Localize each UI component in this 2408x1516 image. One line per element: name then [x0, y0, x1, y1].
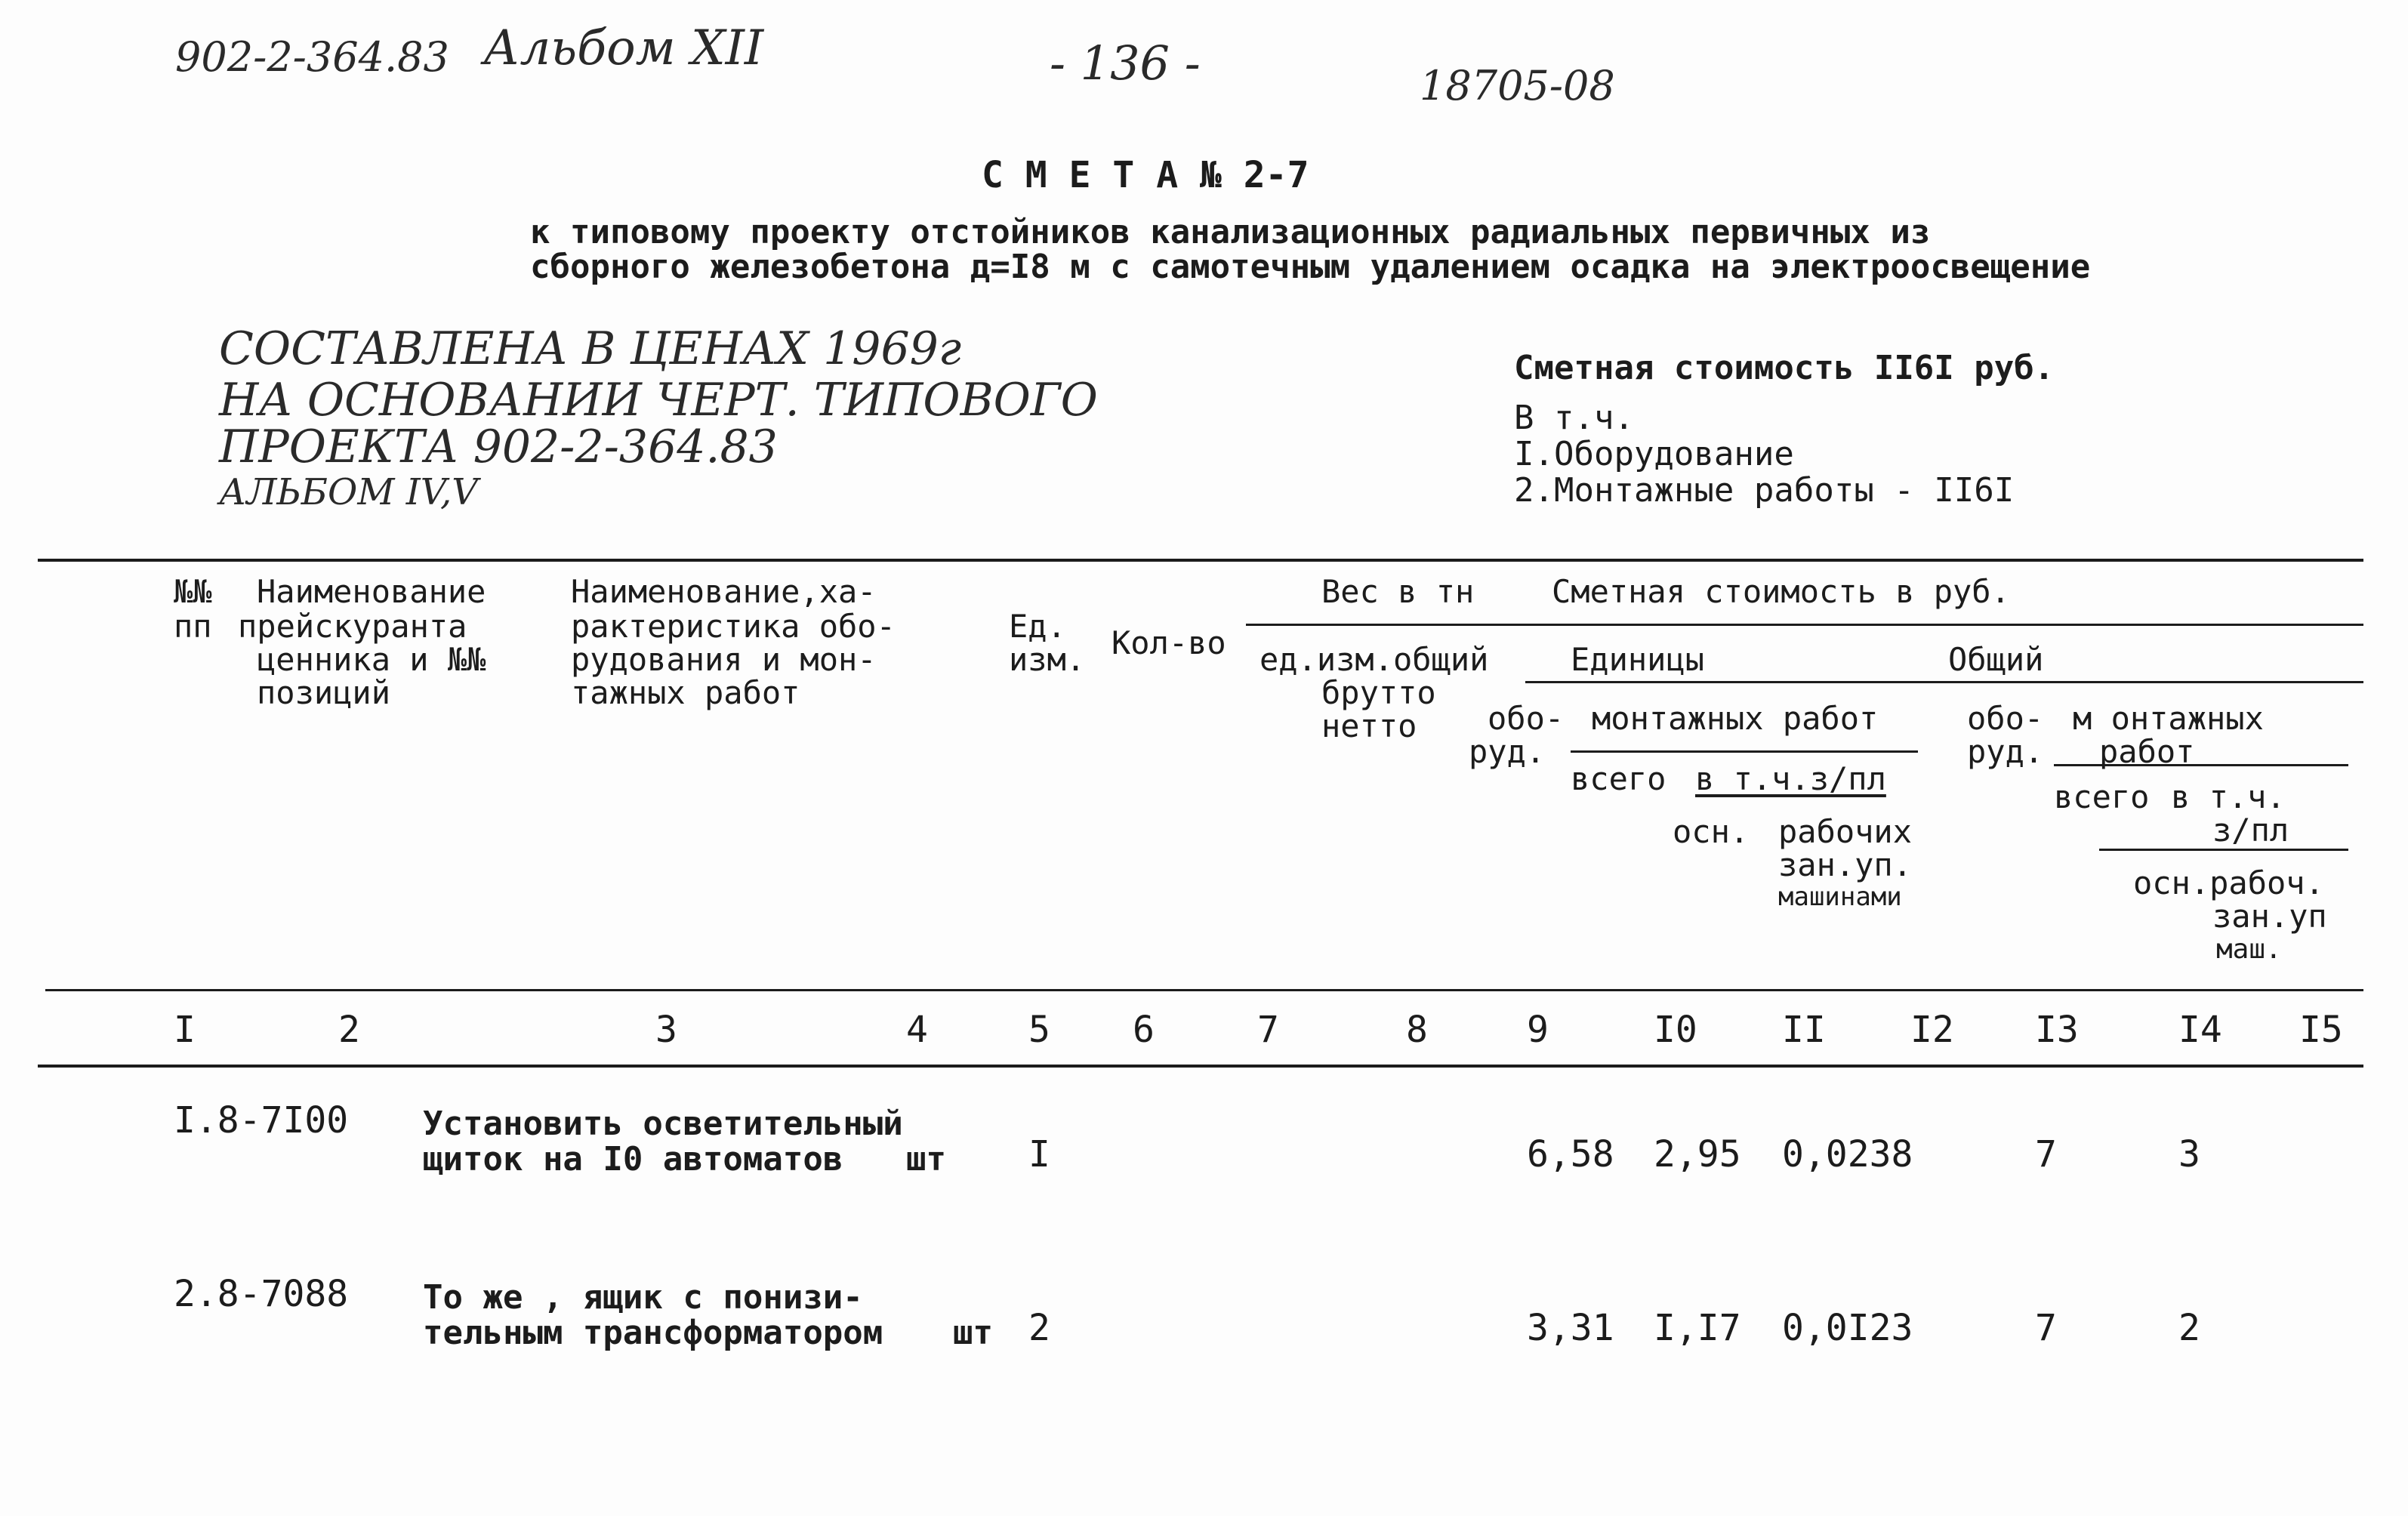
column-number-15: I5 — [2299, 1009, 2343, 1051]
column-number-5: 5 — [1028, 1009, 1050, 1051]
document-number: 18705-08 — [1420, 62, 1615, 109]
subtitle-line-1: к типовому проекту отстойников канализационных радиальных первичных из — [530, 213, 1931, 251]
row-total-installation: 7 — [2035, 1307, 2057, 1349]
row-unit: шт — [906, 1140, 946, 1179]
project-code: 902-2-364.83 — [175, 33, 449, 81]
unit-total-rule — [1525, 681, 2363, 683]
header-number-1: №№ — [174, 573, 212, 610]
header-weight: Вес в тн — [1321, 573, 1475, 610]
header-unit-basic: осн. — [1673, 813, 1750, 850]
row-name-line-1: Установить осветительный — [423, 1105, 903, 1143]
column-number-3: 3 — [655, 1009, 677, 1051]
header-description-4: тажных работ — [571, 674, 800, 711]
handwritten-note-line-3: ПРОЕКТА 902-2-364.83 — [219, 421, 778, 473]
row-unit: шт — [953, 1314, 993, 1352]
weight-cost-rule — [1246, 624, 2363, 626]
unit-install-rule — [1571, 750, 1918, 753]
header-description-2: рактеристика обо- — [571, 608, 896, 645]
header-weight-sub-3: нетто — [1321, 707, 1417, 744]
handwritten-note-line-1: СОСТАВЛЕНА В ЦЕНАХ 1969г — [219, 322, 962, 375]
header-unit-equipment-1: обо- — [1488, 700, 1565, 737]
row-code: 2.8-7088 — [174, 1273, 349, 1315]
column-number-10: I0 — [1654, 1009, 1697, 1051]
header-unit-workers-2: зан.уп. — [1778, 846, 1913, 883]
header-pricelist-1: Наименование — [257, 573, 486, 610]
header-number-2: пп — [174, 608, 212, 645]
handwritten-note-line-2: НА ОСНОВАНИИ ЧЕРТ. ТИПОВОГО — [219, 374, 1098, 427]
column-number-2: 2 — [338, 1009, 360, 1051]
estimated-cost: Сметная стоимость II6I руб. — [1514, 349, 2055, 387]
header-unit-workers-3: машинами — [1778, 882, 1902, 912]
column-number-11: II — [1782, 1009, 1826, 1051]
header-unit-including: в т.ч.з/пл — [1695, 760, 1886, 797]
table-top-rule — [38, 559, 2363, 562]
column-number-12: I2 — [1910, 1009, 1954, 1051]
row-total-installation: 7 — [2035, 1133, 2057, 1176]
header-total-cost: Общий — [1948, 641, 2044, 678]
row-unit-basic-wage: I,I7 — [1654, 1307, 1741, 1349]
header-unit-workers-1: рабочих — [1778, 813, 1913, 850]
column-number-9: 9 — [1527, 1009, 1549, 1051]
header-total-workers-1: осн.рабоч. — [2133, 864, 2324, 901]
row-code: I.8-7I00 — [174, 1099, 349, 1142]
header-unit-all: всего — [1571, 760, 1666, 797]
header-total-including-2: з/пл — [2212, 812, 2289, 849]
document-title: С М Е Т А № 2-7 — [982, 154, 1309, 196]
column-number-7: 7 — [1257, 1009, 1279, 1051]
header-unit-cost: Единицы — [1571, 641, 1705, 678]
header-description-1: Наименование,ха- — [571, 573, 877, 610]
header-description-3: рудования и мон- — [571, 641, 877, 678]
handwritten-note-line-4: АЛЬБОМ IV,V — [219, 471, 478, 513]
column-number-14: I4 — [2178, 1009, 2222, 1051]
row-name-line-2: тельным трансформатором — [423, 1314, 883, 1352]
header-unit-installation: монтажных работ — [1592, 700, 1879, 737]
column-number-6: 6 — [1133, 1009, 1155, 1051]
album-label: Альбом XII — [483, 20, 764, 76]
header-unit-1: Ед. — [1009, 608, 1066, 645]
header-total-installation-1: м онтажных — [2073, 700, 2264, 737]
header-total-all: всего — [2054, 778, 2150, 815]
page-number: - 136 - — [1050, 35, 1201, 91]
row-unit-machine-wage: 0,0I23 — [1782, 1307, 1913, 1349]
column-number-1: I — [174, 1009, 196, 1051]
header-cost: Сметная стоимость в руб. — [1552, 573, 2010, 610]
subtitle-line-2: сборного железобетона д=I8 м с самотечным удалением осадка на электроосвещение — [530, 248, 2091, 286]
row-unit-installation-total: 3,31 — [1527, 1307, 1614, 1349]
row-name-line-2: щиток на I0 автоматов — [423, 1140, 843, 1179]
header-pricelist-2: прейскуранта — [238, 608, 467, 645]
header-total-installation-2: работ — [2099, 733, 2195, 770]
header-pricelist-4: позиций — [257, 674, 391, 711]
header-total-workers-3: маш. — [2216, 934, 2282, 965]
column-number-4: 4 — [906, 1009, 928, 1051]
row-quantity: 2 — [1028, 1307, 1050, 1349]
header-total-equipment-2: руд. — [1967, 733, 2044, 770]
row-unit-installation-total: 6,58 — [1527, 1133, 1614, 1176]
header-total-workers-2: зан.уп — [2212, 898, 2327, 935]
header-quantity: Кол-во — [1112, 624, 1226, 661]
column-number-8: 8 — [1406, 1009, 1428, 1051]
header-bottom-rule — [45, 989, 2363, 991]
including-label: В т.ч. — [1514, 399, 1634, 437]
header-pricelist-3: ценника и №№ — [257, 641, 486, 678]
header-total-including-1: в т.ч. — [2171, 778, 2286, 815]
row-total-wage: 3 — [2178, 1133, 2200, 1176]
total-install-rule — [2054, 764, 2348, 766]
row-unit-machine-wage: 0,0238 — [1782, 1133, 1913, 1176]
summary-equipment: I.Оборудование — [1514, 435, 1794, 473]
row-name-line-1: То же , ящик с понизи- — [423, 1278, 863, 1317]
row-total-wage: 2 — [2178, 1307, 2200, 1349]
total-zpl-rule — [2099, 849, 2348, 851]
header-weight-sub-2: брутто — [1321, 674, 1436, 711]
header-weight-sub-1: ед.изм.общий — [1259, 641, 1489, 678]
header-unit-equipment-2: руд. — [1469, 733, 1546, 770]
summary-installation: 2.Монтажные работы - II6I — [1514, 471, 2015, 510]
row-unit-basic-wage: 2,95 — [1654, 1133, 1741, 1176]
header-total-equipment-1: обо- — [1967, 700, 2044, 737]
header-unit-2: изм. — [1009, 641, 1086, 678]
column-number-13: I3 — [2035, 1009, 2079, 1051]
column-numbers-rule — [38, 1065, 2363, 1068]
row-quantity: I — [1028, 1133, 1050, 1176]
